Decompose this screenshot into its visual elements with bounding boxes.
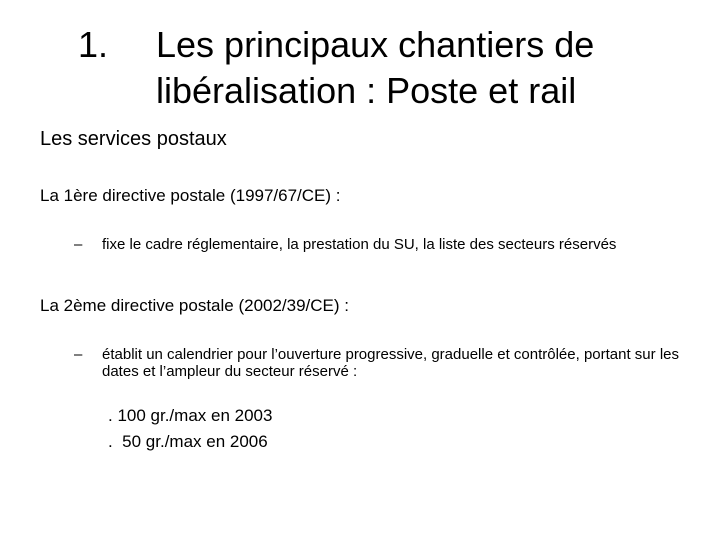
dash-marker: –	[74, 236, 83, 253]
title-line-1: Les principaux chantiers de	[156, 24, 595, 65]
dash-marker: –	[74, 346, 83, 363]
directive-1-label: La 1ère directive postale (1997/67/CE) :	[40, 186, 341, 205]
title-number: 1.	[78, 24, 109, 65]
directive-2-label: La 2ème directive postale (2002/39/CE) :	[40, 296, 350, 315]
milestone-2006: . 50 gr./max en 2006	[108, 432, 268, 451]
section-heading: Les services postaux	[40, 128, 227, 150]
directive-1-detail-text: fixe le cadre réglementaire, la prestation du SU, la liste des secteurs réservés	[102, 236, 617, 253]
milestone-2003: . 100 gr./max en 2003	[108, 406, 273, 425]
title-line-2: libéralisation : Poste et rail	[156, 70, 577, 111]
directive-2-detail-text: établit un calendrier pour l’ouverture progressive, graduelle et contrôlée, portant sur les dates et l’ampleur du secteur réservé :	[102, 346, 679, 380]
